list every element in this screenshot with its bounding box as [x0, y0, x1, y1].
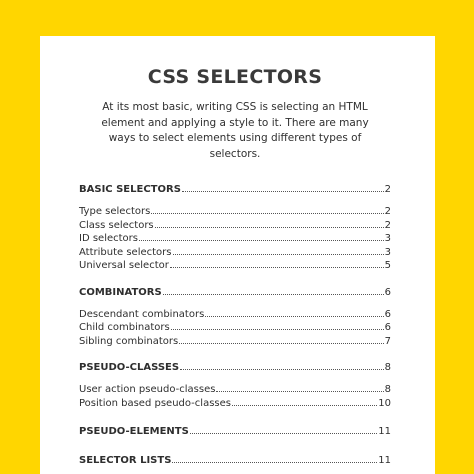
toc-entry-label: Type selectors: [79, 206, 151, 217]
toc-leader-dots: [180, 368, 384, 370]
toc-page-number: 6: [384, 308, 391, 320]
toc-page-number: 7: [384, 335, 391, 347]
toc-section-combinators: [79, 285, 391, 349]
toc-page-number: 8: [384, 384, 391, 395]
toc-heading-label: PSEUDO-CLASSES: [79, 362, 180, 373]
toc-page-number: 2: [384, 184, 391, 195]
toc-entry-label: Descendant combinators: [79, 308, 205, 320]
toc-heading-label: BASIC SELECTORS: [79, 184, 181, 195]
toc-page-number: 10: [378, 397, 391, 409]
toc-section-selector-lists: [79, 453, 391, 468]
document-title: CSS SELECTORS: [147, 66, 323, 88]
toc-leader-dots: [182, 190, 384, 192]
toc-section-pseudo-elements: [79, 424, 391, 439]
toc-page-number: 3: [384, 233, 391, 244]
toc-page-number: 3: [384, 246, 391, 258]
toc-section-pseudo-classes: [79, 360, 391, 410]
toc-heading-basic-selectors[interactable]: [79, 182, 391, 197]
toc-leader-dots: [173, 253, 384, 255]
toc-entry-position-based-pseudo-classes[interactable]: [79, 397, 391, 411]
toc-entry-label: User action pseudo-classes: [79, 384, 216, 395]
toc-entry-descendant-combinators[interactable]: [79, 308, 391, 322]
toc-heading-label: PSEUDO-ELEMENTS: [79, 426, 189, 437]
toc-leader-dots: [179, 342, 383, 344]
toc-entry-label: Universal selector: [79, 260, 169, 271]
toc-entry-sibling-combinators[interactable]: [79, 335, 391, 349]
toc-leader-dots: [163, 293, 384, 295]
document-page: [40, 36, 435, 474]
toc-heading-pseudo-elements[interactable]: [79, 424, 391, 439]
toc-leader-dots: [205, 315, 383, 317]
table-of-contents: [79, 182, 391, 468]
toc-page-number: 5: [384, 260, 391, 271]
toc-entry-attribute-selectors[interactable]: [79, 246, 391, 260]
toc-page-number: 2: [384, 206, 391, 217]
toc-leader-dots: [232, 404, 377, 406]
toc-page-number: 6: [384, 322, 391, 333]
toc-page-number: 8: [384, 362, 391, 373]
toc-leader-dots: [172, 461, 377, 463]
toc-entry-child-combinators[interactable]: [79, 321, 391, 335]
toc-heading-combinators[interactable]: [79, 285, 391, 300]
toc-page-number: 6: [384, 286, 391, 298]
toc-entry-label: Attribute selectors: [79, 246, 172, 258]
toc-entry-universal-selector[interactable]: [79, 259, 391, 273]
toc-page-number: 11: [378, 426, 391, 437]
toc-leader-dots: [139, 239, 384, 241]
intro-paragraph: At its most basic, writing CSS is selecting an HTML element and applying a style to it. There are many ways to select elements using different types of selectors.: [101, 101, 369, 160]
toc-entry-label: Sibling combinators: [79, 335, 179, 347]
toc-leader-dots: [171, 328, 384, 330]
toc-entry-label: Child combinators: [79, 322, 170, 333]
toc-leader-dots: [155, 226, 384, 228]
toc-leader-dots: [190, 432, 377, 434]
toc-heading-label: COMBINATORS: [79, 286, 162, 298]
toc-entry-label: ID selectors: [79, 233, 138, 244]
toc-leader-dots: [216, 390, 383, 392]
toc-page-number: 2: [384, 219, 391, 231]
toc-leader-dots: [170, 266, 384, 268]
toc-entry-label: Position based pseudo-classes: [79, 397, 231, 409]
toc-page-number: 11: [378, 455, 391, 466]
toc-entry-label: Class selectors: [79, 219, 154, 231]
toc-heading-pseudo-classes[interactable]: [79, 360, 391, 375]
toc-heading-label: SELECTOR LISTS: [79, 455, 172, 466]
toc-entry-class-selectors[interactable]: [79, 219, 391, 233]
toc-entry-type-selectors[interactable]: [79, 205, 391, 219]
toc-leader-dots: [151, 212, 383, 214]
toc-heading-selector-lists[interactable]: [79, 453, 391, 468]
toc-section-basic-selectors: [79, 182, 391, 273]
toc-entry-id-selectors[interactable]: [79, 232, 391, 246]
toc-entry-user-action-pseudo-classes[interactable]: [79, 383, 391, 397]
